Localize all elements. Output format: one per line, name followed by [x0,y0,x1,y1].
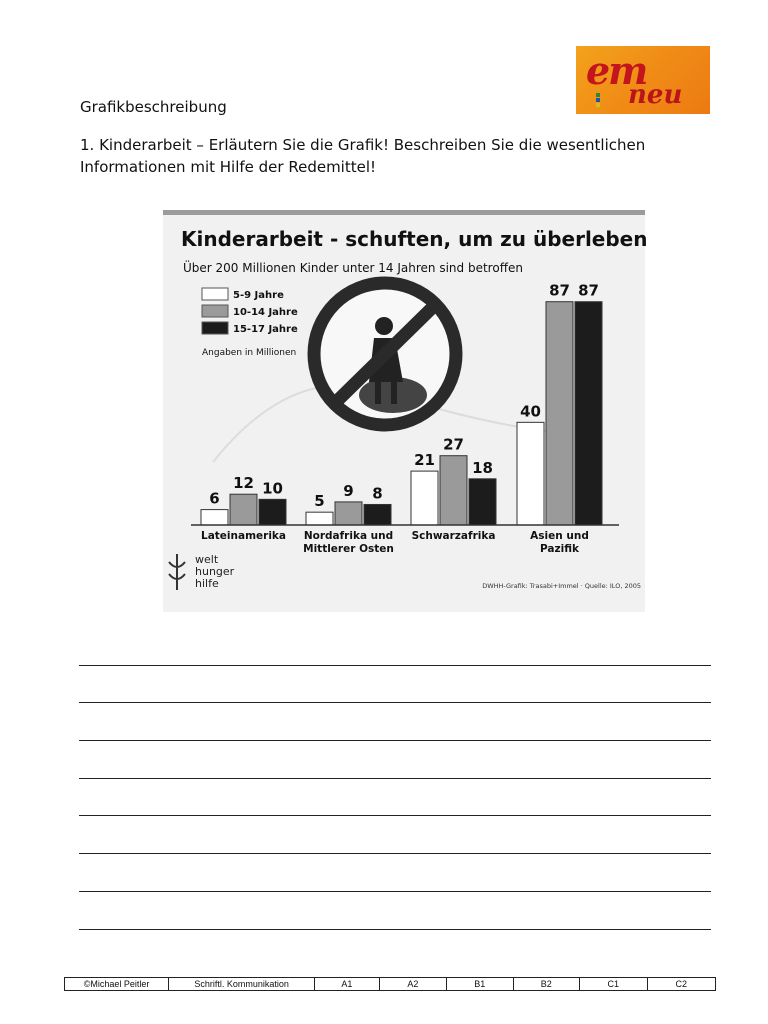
answer-line[interactable] [79,628,711,666]
bar-value-label: 21 [414,451,435,470]
footer-cell: A2 [380,978,447,990]
chart-image [133,192,660,620]
category-label: Mittlerer Osten [303,543,394,555]
child-leg [391,382,397,404]
bar [546,302,573,525]
bar [517,422,544,525]
unit-note: Angaben in Millionen [202,348,297,358]
legend-label: 10-14 Jahre [233,307,298,318]
legend-swatch [202,288,228,300]
footer-cell: B1 [447,978,513,990]
footer-cell: C1 [580,978,647,990]
legend-swatch [202,322,228,334]
category-label: Asien und [530,530,589,542]
legend-label: 5-9 Jahre [233,290,284,301]
bar-value-label: 12 [233,474,254,493]
source-note: DWHH-Grafik: Trasabi+Immel · Quelle: ILO, 2005 [482,582,641,590]
chart-top-rule [163,210,645,215]
footer-level-bar [64,977,716,991]
publisher-text: hunger [195,565,235,578]
task-instruction: 1. Kinderarbeit – Erläutern Sie die Grafik! Beschreiben Sie die wesentlichen Informationen mit Hilfe der Redemittel! [80,136,646,176]
bar-value-label: 27 [443,435,464,454]
bar [440,456,467,525]
logo-text-em: em [586,48,647,93]
bar [201,510,228,525]
chart-subtitle: Über 200 Millionen Kinder unter 14 Jahren sind betroffen [183,261,523,275]
bar-value-label: 40 [520,402,541,421]
bar-value-label: 6 [209,489,220,508]
bar-value-label: 5 [314,492,325,511]
category-label: Lateinamerika [201,530,286,542]
logo-dots [596,92,604,108]
bar-value-label: 9 [343,481,354,500]
footer-cell: B2 [514,978,580,990]
publisher-text: hilfe [195,577,219,590]
bar [469,479,496,525]
bar-value-label: 87 [549,281,570,300]
footer-cell: Schriftl. Kommunikation [169,978,315,990]
answer-line[interactable] [79,779,711,817]
bar [335,502,362,525]
bar [306,512,333,525]
footer-cell: A1 [315,978,380,990]
child-head [375,317,393,335]
footer-cell: ©Michael Peitler [65,978,169,990]
bar [364,504,391,525]
bar-value-label: 87 [578,281,599,300]
chart-title: Kinderarbeit - schuften, um zu überleben [181,227,648,251]
answer-line[interactable] [79,703,711,741]
answer-line[interactable] [79,892,711,930]
answer-line[interactable] [79,741,711,779]
category-label: Pazifik [540,543,579,555]
bar-value-label: 18 [472,458,493,477]
answer-lines[interactable] [79,628,711,930]
footer-cell: C2 [675,979,687,989]
bar [230,494,257,525]
legend-label: 15-17 Jahre [233,324,298,335]
answer-line[interactable] [79,666,711,704]
em-neu-logo [576,46,710,114]
child-leg [375,382,381,404]
bar [259,499,286,525]
answer-line[interactable] [79,816,711,854]
page-heading: Grafikbeschreibung [80,98,227,116]
child-labour-chart [133,192,660,620]
bar-value-label: 8 [372,484,383,503]
bar [575,302,602,525]
bar-value-label: 10 [262,479,283,498]
logo-text-neu: neu [628,80,683,110]
legend-swatch [202,305,228,317]
answer-line[interactable] [79,854,711,892]
category-label: Schwarzafrika [411,530,496,542]
category-label: Nordafrika und [303,530,394,542]
bar [411,471,438,525]
publisher-text: welt [195,553,219,566]
